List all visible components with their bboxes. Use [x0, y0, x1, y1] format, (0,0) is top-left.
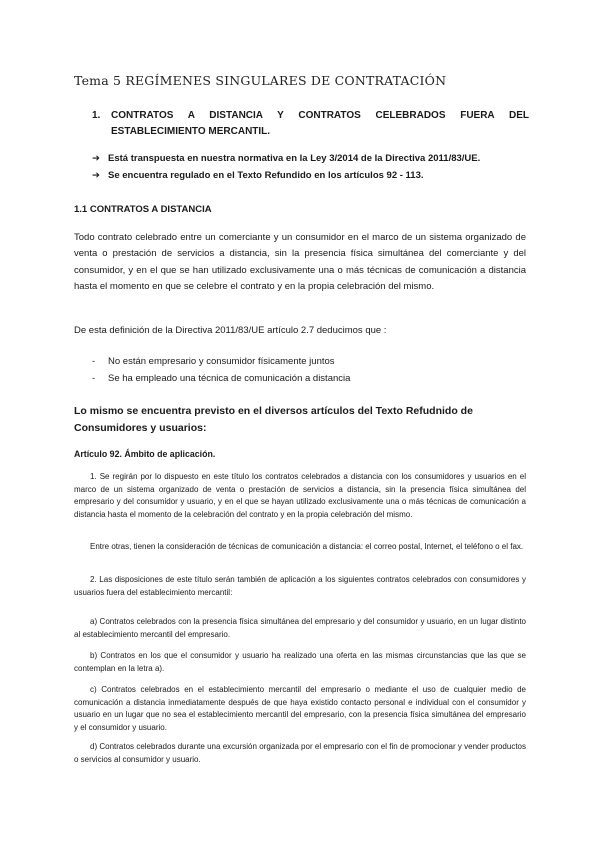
article-paragraph: 2. Las disposiciones de este título serán también de aplicación a los siguientes contratos celebrados con consumidores y usuarios fuera del establecimiento mercantil: — [74, 575, 526, 597]
dash-item-text: Se ha empleado una técnica de comunicación a distancia — [108, 373, 351, 384]
arrow-right-icon: ➔ — [92, 170, 100, 181]
article-paragraph: a) Contratos celebrados con la presencia física simultánea del empresario y del consumidor y usuario, en un lugar distinto al establecimiento mercantil del empresario. — [74, 617, 526, 639]
bold-statement: Lo mismo se encuentra previsto en el diversos artículos del Texto Refudnido de Consumidores y usuarios: — [74, 405, 473, 434]
dash-marker: - — [92, 373, 96, 384]
dash-item-text: No están empresario y consumidor físicamente juntos — [108, 356, 335, 367]
dash-list-item — [92, 373, 350, 384]
section-heading-text: CONTRATOS A DISTANCIA Y CONTRATOS CELEBRADOS FUERA DEL ESTABLECIMIENTO MERCANTIL. — [111, 110, 529, 137]
article-paragraph: Entre otras, tienen la consideración de técnicas de comunicación a distancia: el correo postal, Internet, el teléfono o el fax. — [90, 542, 524, 551]
arrow-item-text: Está transpuesta en nuestra normativa en la Ley 3/2014 de la Directiva 2011/83/UE. — [108, 153, 481, 164]
subsection-heading: 1.1 CONTRATOS A DISTANCIA — [74, 204, 212, 215]
section-number: 1. — [92, 110, 101, 121]
deduction-intro: De esta definición de la Directiva 2011/83/UE artículo 2.7 deducimos que : — [74, 325, 387, 336]
dash-list-item — [92, 356, 335, 367]
article-paragraph: c) Contratos celebrados en el establecimiento mercantil del empresario o mediante el uso de cualquier medio de comunicación a distancia inmediatamente después de que haya existido contacto personal e individual con el consumidor y usuario en un lugar que no sea el establecimiento mercantil del empresario, con la presencia física simultánea del empresario y el consumidor y usuario. — [74, 685, 526, 732]
article-paragraph: 1. Se regirán por lo dispuesto en este título los contratos celebrados a distancia con los consumidores y usuarios en el marco de un sistema organizado de venta o prestación de servicios a distancia, sin la presencia física simultánea del empresario y del consumidor y usuario, y en el que se hayan utilizado exclusivamente una o más técnicas de comunicación a distancia hasta el momento de la celebración del contrato y en la propia celebración del mismo. — [74, 472, 526, 519]
arrow-item — [92, 169, 424, 182]
definition-paragraph: Todo contrato celebrado entre un comerciante y un consumidor en el marco de un sistema organizado de venta o prestación de servicios a distancia, sin la presencia física simultánea del comerciante y del consumidor, y en el que se han utilizado exclusivamente una o más técnicas de comunicación a distancia hasta el momento en que se celebre el contrato y en la propia celebración del mismo. — [74, 232, 526, 292]
arrow-item-text: Se encuentra regulado en el Texto Refundido en los artículos 92 - 113. — [108, 170, 424, 181]
arrow-right-icon: ➔ — [92, 153, 100, 164]
article-heading: Artículo 92. Ámbito de aplicación. — [74, 449, 216, 459]
arrow-item — [92, 152, 480, 165]
article-paragraph: d) Contratos celebrados durante una excursión organizada por el empresario con el fin de promocionar y vender productos o servicios al consumidor y usuario. — [74, 742, 526, 764]
document-title: Tema 5 REGÍMENES SINGULARES DE CONTRATACIÓN — [74, 73, 447, 88]
article-paragraph: b) Contratos en los que el consumidor y usuario ha realizado una oferta en las mismas circunstancias que las que se contemplan en la letra a). — [74, 651, 526, 673]
dash-marker: - — [92, 356, 96, 367]
